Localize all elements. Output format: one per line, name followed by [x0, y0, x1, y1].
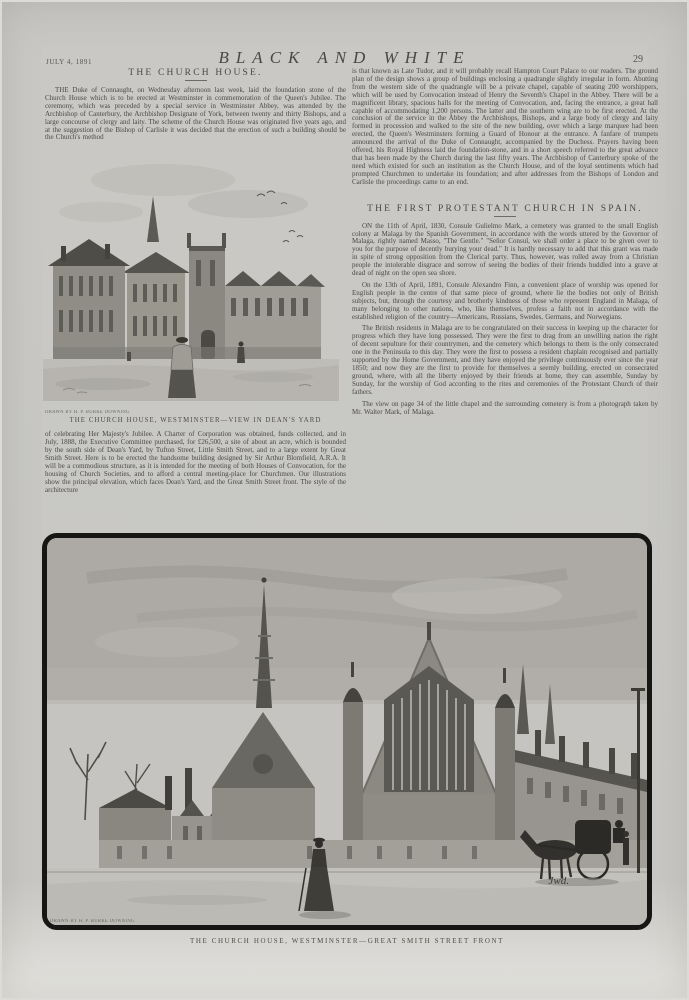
- illustration-caption-deans-yard: THE CHURCH HOUSE, WESTMINSTER—VIEW IN DEAN'S YARD: [69, 417, 322, 425]
- illustration-credit: DRAWN BY H. P. BURKE DOWNING: [50, 919, 135, 924]
- page-number: 29: [633, 54, 643, 65]
- left-column: [45, 68, 346, 499]
- artist-signature: Jwd.: [548, 875, 569, 887]
- church-house-paragraph-3: is that known as Late Tudor, and it will probably recall Hampton Court Palace to our readers. The ground plan of the design shows a group of buildings enclosing a quadrangle slightly irregular in form. Abutting from the western side of the quadrangle will be a private chapel, capable of seating 200 worshippers, which will be used by Convocation instead of Henry the Seventh's Chapel in the Abbey. There will be a magnificent library, spacious halls for the meeting of Convocation, and, facing the entrance, a great hall capable of accommodating 1,200 persons. The latter and the southern wing are to be first erected. At the conclusion of the service in the Abbey the Archbishops, Bishops, and a large body of clergy and laity formed in procession and walked to the site of the new building, over which a large marquee had been erected, the Queen's Westminsters forming a Guard of Honour at the entrance. A fanfare of trumpets announced the arrival of the Duke of Connaught, accompanied by the Duchess. Prayers having been offered, his Royal Highness laid the foundation-stone, and in a short speech referred to the great advance that has been made by the Church during the last fifty years. The Archbishop of Canterbury spoke of the need which existed for such an institution as the Church House, and of the loyal sentiments which had prompted Churchmen to undertake its foundation; and after addresses from the Bishops of London and Carlisle the proceedings came to an end.: [352, 67, 658, 186]
- church-house-paragraph-1: THE Duke of Connaught, on Wednesday afternoon last week, laid the foundation stone of the Church House which is to be erected at Westminster in commemoration of the Queen's Jubilee. The ceremony, which was preceded by a special service in Westminster Abbey, was attended by the Archbishop of Canterbury, the Archbishop Designate of York, between twenty and thirty Bishops, and a large concourse of clergy and laity. The scheme of the Church House was originated five years ago, and at the suggestion of the Bishop of Carlisle it was decided that the erection of such a building should be the Church's method: [45, 86, 346, 142]
- spain-paragraph-2: On the 13th of April, 1891, Consule Alexandro Finn, a convenient place of worship was opened for English people in the centre of that same piece of ground, where lie the bodies not only of British subjects, but, through the courtesy and brotherly kindness of those who represent England in Malaga, of many belonging to other nations, who, like themselves, profess a faith not in accordance with the established religion of the country—Americans, Russians, Swedes, Germans, and Norwegians.: [352, 280, 658, 321]
- spain-paragraph-1: ON the 11th of April, 1830, Consule Gulielmo Mark, a cemetery was granted to the small English colony at Malaga by the Spanish Government, in accordance with the words uttered by the Governor of Malaga, rightly named Masso, "The Gentle." "Señor Consul, we shall order a place to be given over to you for the purpose of decently burying your dead." It is hardly necessary to add that this grant was made in spite of strong opposition from the Clerical party. Thus, however, was rolled away from a Christian people the intolerable disgrace and sorrow of seeing the bodies of their friends huddled into a grave at dead of night on the open sea shore.: [352, 221, 658, 278]
- illustration-frame: [42, 533, 652, 930]
- church-house-paragraph-2: of celebrating Her Majesty's Jubilee. A Charter of Corporation was obtained, funds collected, and in July, 1888, the Executive Committee purchased, for £26,500, a site of about an acre, which is bounded by the south side of Dean's Yard, by Tufton Street, Little Smith Street, and to a large extent by Great Smith Street. Here is to be erected the handsome building designed by Sir Arthur Blomfield, A.R.A. It will be a commodious structure, as it is intended for the meeting of both Houses of Convocation, for the housing of Church Societies, and to afford a central meeting-place for Churchmen. Our illustrations show the principal elevation, which faces Dean's Yard, and the Great Smith Street front. The style of the architecture: [45, 430, 346, 494]
- great-smith-street-sketch: [47, 538, 647, 925]
- article-title-spain: THE FIRST PROTESTANT CHURCH IN SPAIN.: [367, 203, 643, 214]
- title-rule: [494, 216, 516, 217]
- sky: [47, 538, 647, 704]
- deans-yard-sketch: [43, 146, 339, 401]
- masthead: BLACK AND WHITE: [218, 48, 471, 67]
- article-title-church-house: THE CHURCH HOUSE.: [128, 68, 263, 78]
- illustration-credit: DRAWN BY H. P. BURKE DOWNING: [45, 410, 130, 416]
- right-column: [352, 68, 658, 420]
- spain-paragraph-3: The British residents in Malaga are to be congratulated on their success in keeping up the character for progress which they have long possessed. They were the first to drag from an unwilling nation the right of decent sepulture for their countrymen, and the cemetery which belongs to them is the only consecrated one in the Peninsula to this day. They were the first to possess a resident chaplain recognised and partially supported by the Home Government, and they have enjoyed the privilege continuously ever since the year 1850; and now they are the first to provide for themselves a seemly building, erected on consecrated ground, where, with all the liberty enjoyed by their friends at home, they can assemble, Sunday by Sunday, for the worship of God according to the rites and ceremonies of the Protestant Church of their fathers.: [352, 324, 658, 396]
- illustration-deans-yard: [43, 146, 339, 401]
- illustration-caption-great-smith: THE CHURCH HOUSE, WESTMINSTER—GREAT SMITH STREET FRONT: [189, 937, 505, 945]
- sky: [59, 164, 308, 242]
- title-rule: [185, 80, 207, 81]
- spain-paragraph-4: The view on page 34 of the little chapel and the surrounding cemetery is from a photograph taken by Mr. Walter Mark, of Malaga.: [352, 399, 658, 416]
- issue-date: JULY 4, 1891: [46, 58, 93, 66]
- illustration-great-smith-street: [42, 533, 652, 945]
